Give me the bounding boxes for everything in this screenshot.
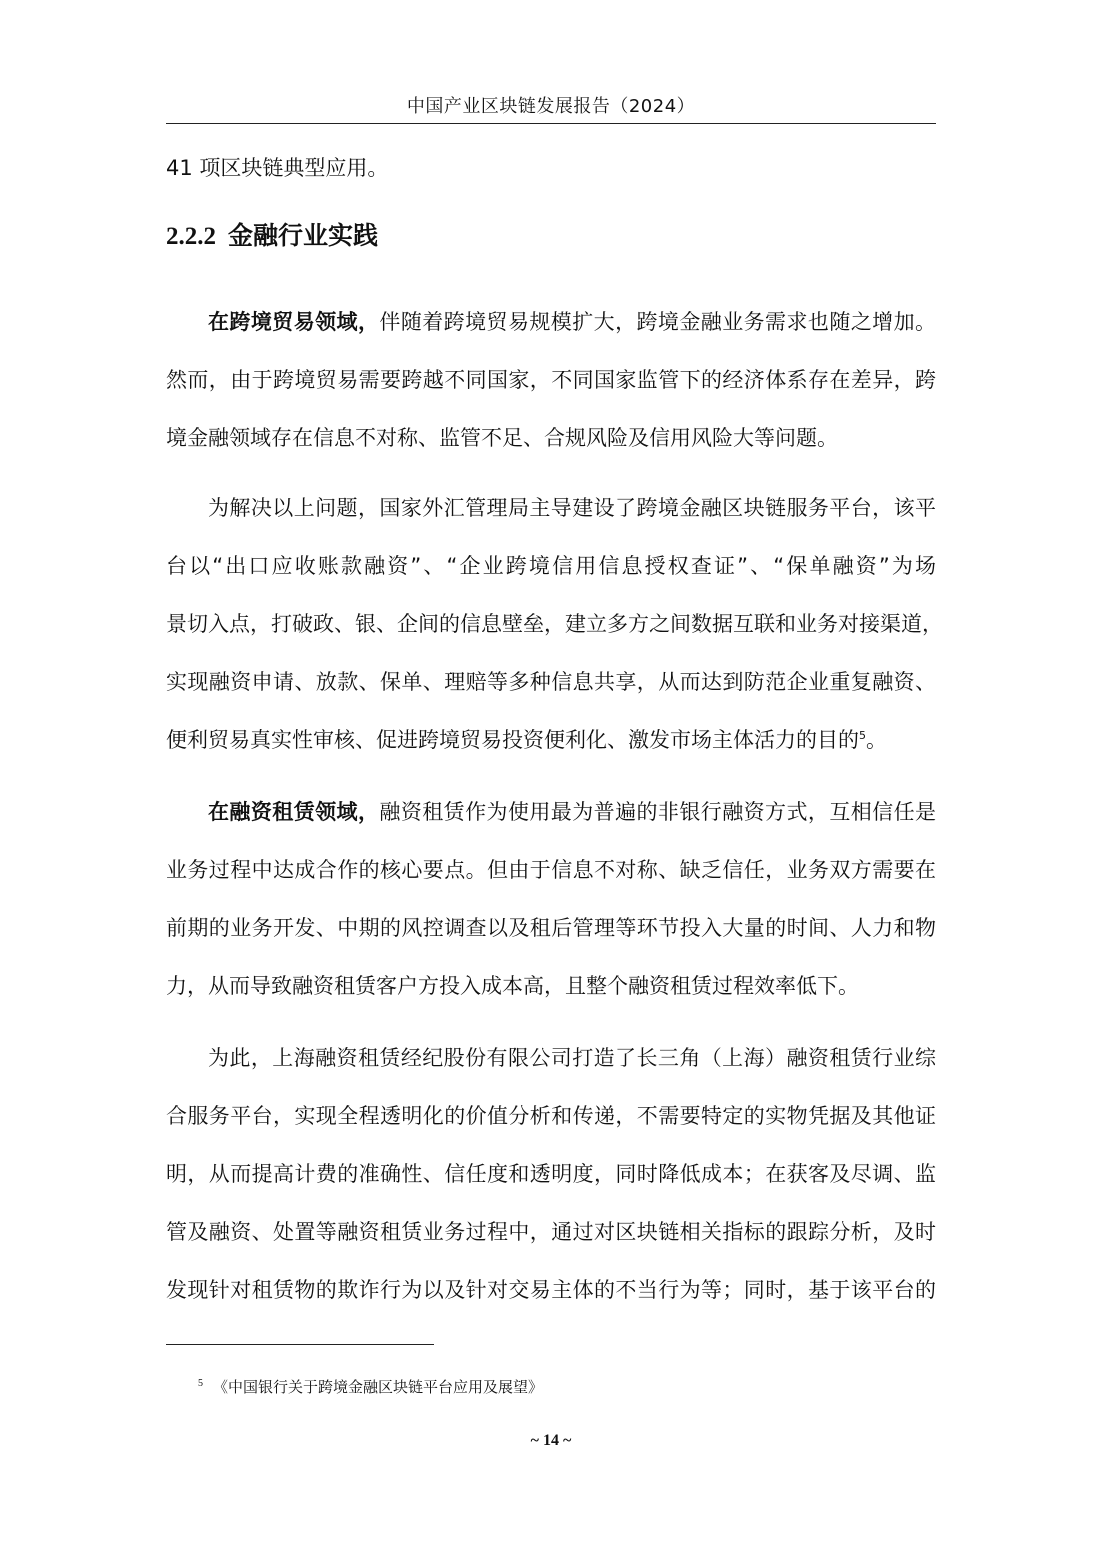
p3-line-1	[208, 796, 936, 826]
p1-line-1-text: 伴随着跨境贸易规模扩大，跨境金融业务需求也随之增加。	[379, 310, 937, 334]
running-header: 中国产业区块链发展报告（2024）	[406, 96, 696, 117]
p4-line-1: 为此，上海融资租赁经纪股份有限公司打造了长三角（上海）融资租赁行业综	[208, 1046, 936, 1070]
p4-line-2: 合服务平台，实现全程透明化的价值分析和传递，不需要特定的实物凭据及其他证	[166, 1104, 936, 1128]
p1-line-3: 境金融领域存在信息不对称、监管不足、合规风险及信用风险大等问题。	[166, 426, 838, 450]
p1-line-2: 然而，由于跨境贸易需要跨越不同国家，不同国家监管下的经济体系存在差异，跨	[166, 368, 936, 392]
footnote-number: 5	[198, 1378, 203, 1389]
p2-line-1: 为解决以上问题，国家外汇管理局主导建设了跨境金融区块链服务平台，该平	[208, 496, 936, 520]
p1-lead: 在跨境贸易领域，	[208, 310, 380, 334]
p4-line-4: 管及融资、处置等融资租赁业务过程中，通过对区块链相关指标的跟踪分析，及时	[166, 1220, 936, 1244]
p4-line-3: 明，从而提高计费的准确性、信任度和透明度，同时降低成本；在获客及尽调、监	[166, 1162, 936, 1186]
p3-lead: 在融资租赁领域，	[208, 800, 380, 824]
p1-line-1	[208, 306, 936, 336]
p2-line-2: 台以“出口应收账款融资”、“企业跨境信用信息授权查证”、“保单融资”为场	[166, 554, 936, 578]
header-rule	[166, 123, 936, 124]
p2-line-5-text: 便利贸易真实性审核、促进跨境贸易投资便利化、激发市场主体活力的目的	[166, 728, 859, 752]
section-title: 金融行业实践	[228, 221, 379, 250]
p2-line-5-end: 。	[866, 728, 887, 752]
p3-line-2: 业务过程中达成合作的核心要点。但由于信息不对称、缺乏信任，业务双方需要在	[166, 858, 936, 882]
p2-line-3: 景切入点，打破政、银、企间的信息壁垒，建立多方之间数据互联和业务对接渠道，	[166, 612, 943, 636]
p2-line-5	[166, 724, 887, 754]
footnote-rule	[166, 1344, 434, 1345]
page-number: ~ 14 ~	[530, 1432, 572, 1449]
intro-line: 41 项区块链典型应用。	[166, 156, 389, 180]
p4-line-5: 发现针对租赁物的欺诈行为以及针对交易主体的不当行为等；同时，基于该平台的	[166, 1278, 936, 1302]
p3-line-3: 前期的业务开发、中期的风控调查以及租后管理等环节投入大量的时间、人力和物	[166, 916, 936, 940]
p3-line-4: 力，从而导致融资租赁客户方投入成本高，且整个融资租赁过程效率低下。	[166, 974, 859, 998]
footnote-ref[interactable]: 5	[859, 729, 866, 742]
section-heading	[166, 216, 378, 252]
footnote-text: 《中国银行关于跨境金融区块链平台应用及展望》	[213, 1378, 544, 1396]
p3-line-1-text: 融资租赁作为使用最为普遍的非银行融资方式，互相信任是	[379, 800, 937, 824]
section-number: 2.2.2	[166, 223, 216, 250]
footnote	[198, 1376, 543, 1397]
p2-line-4: 实现融资申请、放款、保单、理赔等多种信息共享，从而达到防范企业重复融资、	[166, 670, 936, 694]
